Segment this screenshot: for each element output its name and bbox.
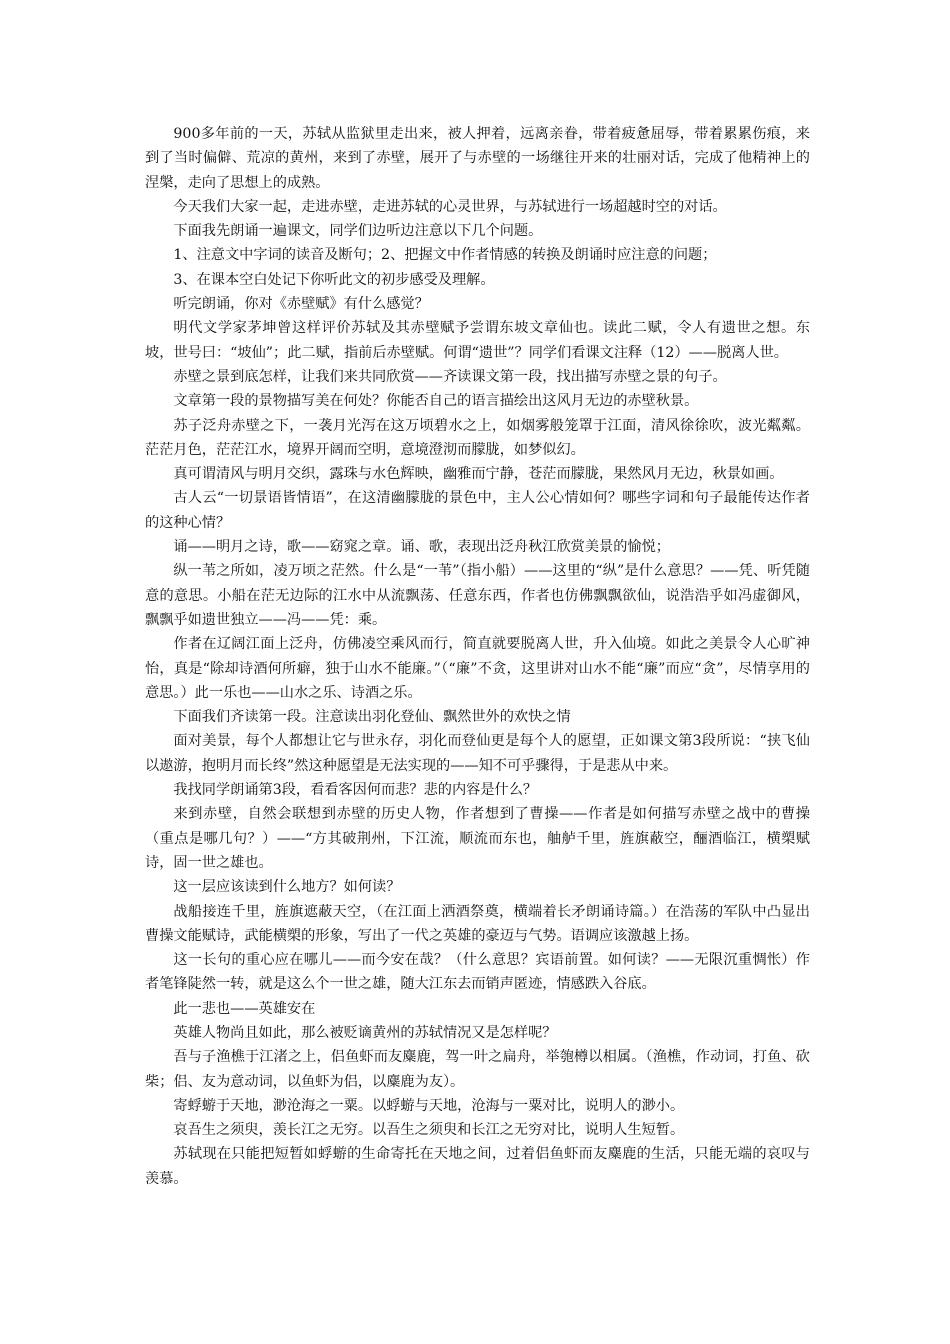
paragraph: 苏轼现在只能把短暂如蜉蝣的生命寄托在天地之间，过着侣鱼虾而友麋鹿的生活，只能无端的哀叹与羡慕。 [145,1146,810,1187]
paragraph: 今天我们大家一起，走进赤壁，走进苏轼的心灵世界，与苏轼进行一场超越时空的对话。 [173,198,727,215]
paragraph: 面对美景，每个人都想让它与世永存，羽化而登仙更是每个人的愿望，正如课文第3段所说：“挟飞仙以遨游，抱明月而长终”然这种愿望是无法实现的——知不可乎骤得，于是悲从中来。 [145,733,810,774]
paragraph: 寄蜉蝣于天地，渺沧海之一粟。以蜉蝣与天地，沧海与一粟对比，说明人的渺小。 [173,1097,685,1114]
paragraph: 真可谓清风与明月交织，露珠与水色辉映，幽雅而宁静，苍茫而朦胧，果然风月无边，秋景如画。 [173,466,784,483]
paragraph: 900多年前的一天，苏轼从监狱里走出来，被人押着，远离亲眷，带着疲惫屈辱，带着累累伤痕，来到了当时偏僻、荒凉的黄州，来到了赤壁，展开了与赤壁的一场继往开来的壮丽对话，完成了他精神上的涅槃，走向了思想上的成熟。 [145,126,810,191]
paragraph: 下面我们齐读第一段。注意读出羽化登仙、飘然世外的欢快之情 [173,709,571,726]
paragraph: 这一层应该读到什么地方？如何读？ [173,879,401,896]
paragraph: 来到赤壁，自然会联想到赤壁的历史人物，作者想到了曹操——作者是如何描写赤壁之战中的曹操（重点是哪几句？）——“方其破荆州，下江流，顺流而东也，舳舻千里，旌旗蔽空，酾酒临江，横槊赋诗，固一世之雄也。 [145,806,810,871]
document-body [145,122,810,1191]
paragraph: 明代文学家茅坤曾这样评价苏轼及其赤壁赋予尝谓东坡文章仙也。读此二赋，令人有遗世之想。东坡，世号曰：“坡仙”；此二赋，指前后赤壁赋。何谓“遗世”？同学们看课文注释（12）——脱离人世。 [145,320,810,361]
paragraph: 赤壁之景到底怎样，让我们来共同欣赏——齐读课文第一段，找出描写赤壁之景的句子。 [173,368,727,385]
paragraph: 诵——明月之诗，歌——窈窕之章。诵、歌，表现出泛舟秋江欣赏美景的愉悦； [173,539,670,556]
paragraph: 古人云“一切景语皆情语”，在这清幽朦胧的景色中，主人公心情如何？哪些字词和句子最能传达作者的这种心情？ [145,490,810,531]
paragraph: 战船接连千里，旌旗遮蔽天空，（在江面上洒酒祭奠，横端着长矛朗诵诗篇。）在浩荡的军队中凸显出曹操文能赋诗，武能横槊的形象，写出了一代之英雄的豪迈与气势。语调应该激越上扬。 [145,903,810,944]
paragraph: 英雄人物尚且如此，那么被贬谪黄州的苏轼情况又是怎样呢？ [173,1024,557,1041]
paragraph: 此一悲也——英雄安在 [173,1000,316,1017]
paragraph: 作者在辽阔江面上泛舟，仿佛凌空乘风而行，简直就要脱离人世，升入仙境。如此之美景令人心旷神怡，真是“除却诗酒何所癖，独于山水不能廉。”（“廉”不贪，这里讲对山水不能“廉”而应“贪”，尽情享用的意思。）此一乐也——山水之乐、诗酒之乐。 [145,636,810,701]
paragraph: 文章第一段的景物描写美在何处？你能否自己的语言描绘出这风月无边的赤壁秋景。 [173,393,699,410]
paragraph: 哀吾生之须臾，羡长江之无穷。以吾生之须臾和长江之无穷对比，说明人生短暂。 [173,1122,685,1139]
paragraph: 1、注意文中字词的读音及断句；2、把握文中作者情感的转换及朗诵时应注意的问题； [173,247,717,264]
paragraph: 苏子泛舟赤壁之下，一袭月光泻在这万顷碧水之上，如烟雾般笼罩于江面，清风徐徐吹，波光粼粼。茫茫月色，茫茫江水，境界开阔而空明，意境澄沏而朦胧，如梦似幻。 [145,417,810,458]
paragraph: 吾与子渔樵于江渚之上，侣鱼虾而友麋鹿，驾一叶之扁舟，举匏樽以相属。（渔樵，作动词，打鱼、砍柴；侣、友为意动词，以鱼虾为侣，以麋鹿为友）。 [145,1049,810,1090]
paragraph: 下面我先朗诵一遍课文，同学们边听边注意以下几个问题。 [173,223,543,240]
paragraph: 听完朗诵，你对《赤壁赋》有什么感觉？ [173,296,429,313]
paragraph: 我找同学朗诵第3段，看看客因何而悲？悲的内容是什么？ [173,782,538,799]
paragraph: 纵一苇之所如，凌万顷之茫然。什么是“一苇”（指小船）——这里的“纵”是什么意思？——凭、听凭随意的意思。小船在茫无边际的江水中从流飘荡、任意东西，作者也仿佛飘飘欲仙，说浩浩乎如冯虚御风，飘飘乎如遗世独立——冯——凭：乘。 [145,563,810,628]
paragraph: 这一长句的重心应在哪儿——而今安在哉？（什么意思？宾语前置。如何读？——无限沉重惆怅）作者笔锋陡然一转，就是这么个一世之雄，随大江东去而销声匿迹，情感跌入谷底。 [145,952,810,993]
paragraph: 3、在课本空白处记下你听此文的初步感受及理解。 [173,271,495,288]
